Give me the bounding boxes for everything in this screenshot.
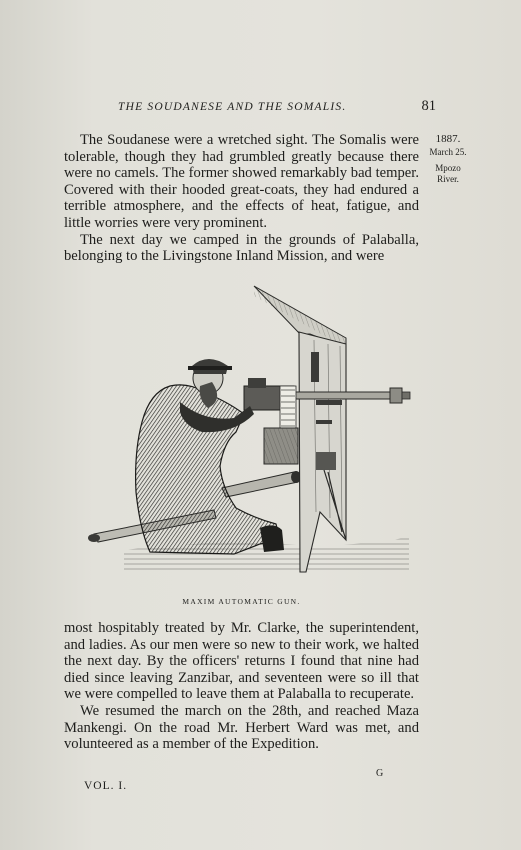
body-text-top [64,132,419,265]
margin-note-place-line1: Mpozo [435,163,461,173]
signature-mark: G [376,768,384,779]
running-header [118,98,436,114]
page-footer [84,768,404,800]
paragraph: The Soudanese were a wretched sight. The Somalis were tolerable, though they had grumbled greatly because there were no camels. The former showed remarkably bad temper. Covered with their hooded great-coats, they had endured a terrible atmosphere, and the effects of heat, fatigue, and little worries were very prominent. [64,132,419,231]
maxim-gun-illustration [84,282,414,582]
paragraph: most hospitably treated by Mr. Clarke, the superintendent, and ladies. As our men were so new to their work, we halted the next day. By the officers' returns I found that nine had died since leaving Zanzibar, and seventeen were so ill that we were compelled to leave them at Palaballa to recuperate. [64,620,419,703]
paragraph: The next day we camped in the grounds of Palaballa, belonging to the Livingstone Inland Mission, and were [64,231,419,265]
margin-note-year: 1887. [435,133,461,145]
running-title: THE SOUDANESE AND THE SOMALIS. [118,101,347,113]
margin-note-date: March 25. [429,147,467,157]
paragraph: We resumed the march on the 28th, and reached Maza Mankengi. On the road Mr. Herbert Ward was met, and volunteered as a member of the Expedition. [64,702,419,753]
margin-notes [424,134,472,185]
figure-caption: MAXIM AUTOMATIC GUN. [182,597,301,606]
volume-label: VOL. I. [84,780,128,792]
body-text-bottom [64,620,419,753]
page-number: 81 [421,98,436,114]
margin-note-place-line2: River. [437,174,459,184]
